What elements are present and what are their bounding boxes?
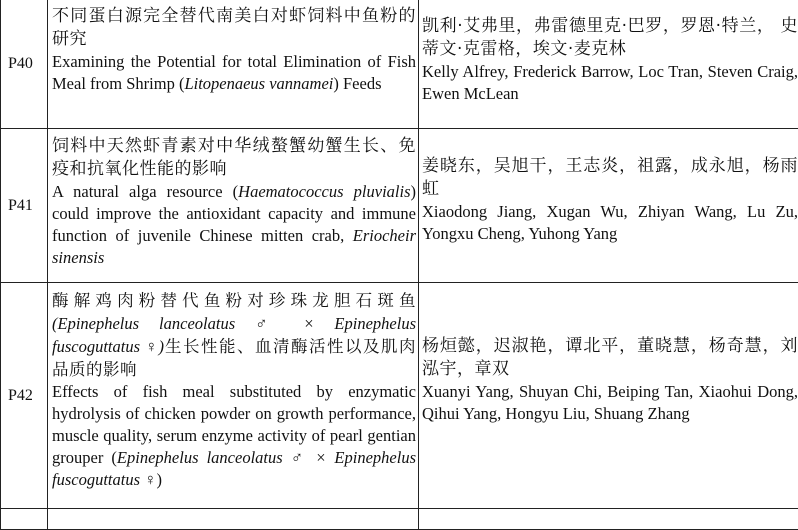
title-chinese: 饲料中天然虾青素对中华绒螯蟹幼蟹生长、免疫和抗氧化性能的影响: [52, 135, 416, 181]
title-cell: [48, 129, 419, 283]
title-english: Examining the Potential for total Elimination of Fish Meal from Shrimp (Litopenaeus vannamei) Feeds: [52, 51, 416, 95]
poster-id: P42: [1, 283, 48, 509]
table-row: [1, 129, 798, 283]
title-english: A natural alga resource (Haematococcus pluvialis) could improve the antioxidant capacity and immune function of juvenile Chinese mitten crab, Eriocheir sinensis: [52, 181, 416, 269]
title-chinese: 不同蛋白源完全替代南美白对虾饲料中鱼粉的研究: [52, 5, 416, 51]
title-english: Effects of fish meal substituted by enzymatic hydrolysis of chicken powder on growth performance, muscle quality, serum enzyme activity of pearl gentian grouper (Epinephelus lanceolatus ♂ × Epinephelus fuscoguttatus ♀): [52, 381, 416, 491]
authors-english: Xuanyi Yang, Shuyan Chi, Beiping Tan, Xiaohui Dong, Qihui Yang, Hongyu Liu, Shuang Zhang: [422, 381, 798, 425]
poster-id: P40: [1, 0, 48, 129]
authors-english: Kelly Alfrey, Frederick Barrow, Loc Tran, Steven Craig, Ewen McLean: [422, 61, 798, 105]
authors-english: Xiaodong Jiang, Xugan Wu, Zhiyan Wang, Lu Zu, Yongxu Cheng, Yuhong Yang: [422, 201, 798, 245]
poster-id: P41: [1, 129, 48, 283]
authors-chinese: 姜晓东，吴旭干，王志炎，祖露，成永旭，杨雨虹: [422, 155, 798, 201]
authors-cell: [419, 0, 798, 129]
species-name: (Epinephelus lanceolatus ♂ × Epinephelus fuscoguttatus ♀): [52, 314, 416, 356]
authors-cell: [419, 283, 798, 509]
table-row: [1, 0, 798, 129]
title-cell: [48, 283, 419, 509]
title-cell: [48, 0, 419, 129]
authors-chinese: 杨烜懿，迟淑艳，谭北平，董晓慧，杨奇慧，刘泓宇，章双: [422, 335, 798, 381]
authors-chinese: 凯利·艾弗里，弗雷德里克·巴罗，罗恩·特兰， 史蒂文·克雷格，埃文·麦克林: [422, 15, 798, 61]
table-row: [1, 283, 798, 509]
title-chinese: 酶解鸡肉粉替代鱼粉对珍珠龙胆石斑鱼 (Epinephelus lanceolatus ♂ × Epinephelus fuscoguttatus ♀)生长性能、血清酶活性以及肌肉品质的影响: [52, 289, 416, 381]
authors-cell: [419, 129, 798, 283]
